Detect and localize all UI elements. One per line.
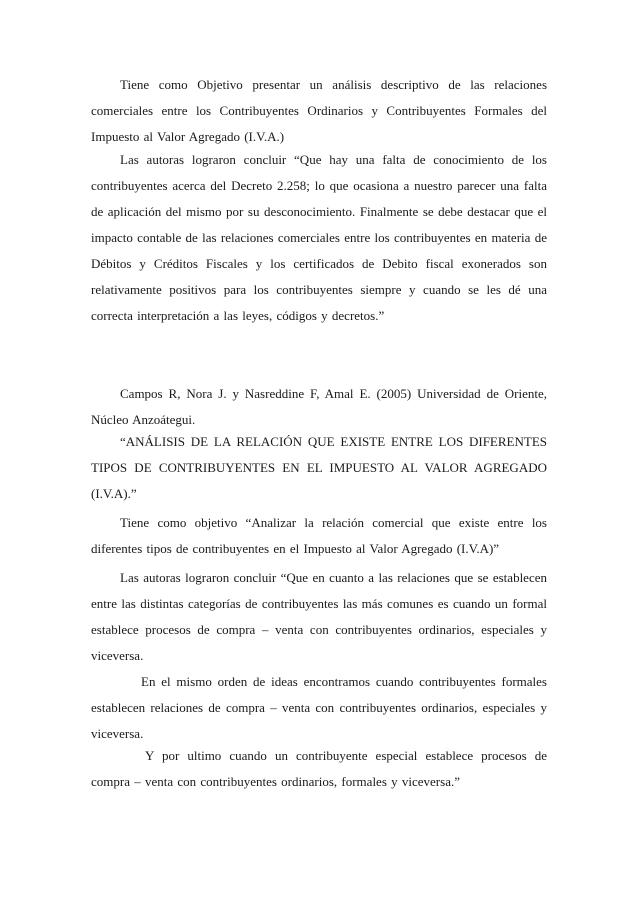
paragraph-citation-authors: Campos R, Nora J. y Nasreddine F, Amal E. (2005) Universidad de Oriente, Núcleo Anzoátegui. xyxy=(91,386,547,427)
paragraph-conclusion-categories: Las autoras lograron concluir “Que en cuanto a las relaciones que se establecen entre las distintas categorías de contribuyentes las más comunes es cuando un formal establece procesos de compra – venta con contribuyentes ordinarios, especiales y viceversa. xyxy=(91,570,547,663)
paragraph-formal-contributors: En el mismo orden de ideas encontramos cuando contribuyentes formales establecen relaciones de compra – venta con contribuyentes ordinarios, especiales y viceversa. xyxy=(91,674,547,741)
paragraph-conclusion-decreto: Las autoras lograron concluir “Que hay una falta de conocimiento de los contribuyentes acerca del Decreto 2.258; lo que ocasiona a nuestro parecer una falta de aplicación del mismo por su desconocimiento. Finalmente se debe destacar que el impacto contable de las relaciones comerciales entre los contribuyentes en materia de Débitos y Créditos Fiscales y los certificados de Debito fiscal exonerados son relativamente positivos para los contribuyentes siempre y cuando se les dé una correcta interpretación a las leyes, códigos y decretos.” xyxy=(91,152,547,323)
paragraph-objective-iva: Tiene como Objetivo presentar un análisis descriptivo de las relaciones comerciales entre los Contribuyentes Ordinarios y Contribuyentes Formales del Impuesto al Valor Agregado (I.V.A.) xyxy=(91,77,547,144)
paragraph-thesis-title: “ANÁLISIS DE LA RELACIÓN QUE EXISTE ENTRE LOS DIFERENTES TIPOS DE CONTRIBUYENTES EN EL IMPUESTO AL VALOR AGREGADO (I.V.A).” xyxy=(91,434,547,501)
paragraph-objective-analysis: Tiene como objetivo “Analizar la relación comercial que existe entre los diferentes tipos de contribuyentes en el Impuesto al Valor Agregado (I.V.A)” xyxy=(91,515,547,556)
paragraph-special-contributor: Y por ultimo cuando un contribuyente especial establece procesos de compra – venta con contribuyentes ordinarios, formales y viceversa.” xyxy=(91,748,547,789)
